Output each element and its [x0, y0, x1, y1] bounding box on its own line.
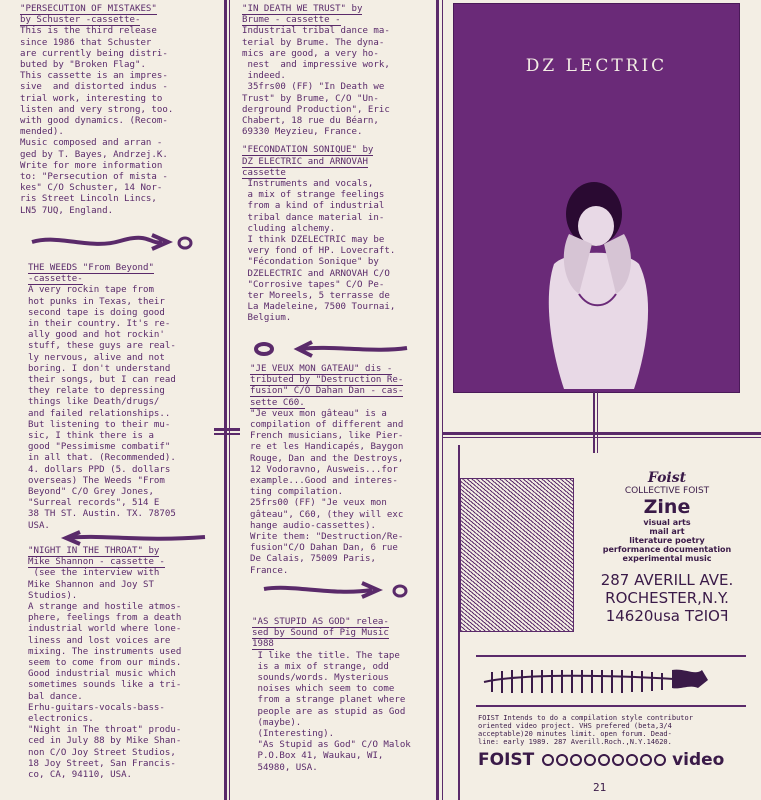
foist-video-banner: [478, 750, 724, 770]
review-body: Industrial tribal dance ma- terial by Brume. The dyna- mics are good, a very ho- nest and impressive work, indeed. 35frs00 (FF) "In Death we Trust" by Brume, C/O "Un- derground Production", Eric Chabert, 18 rue du Béarn, 69330 Meyzieu, France.: [242, 26, 390, 138]
foist-line: performance documentation: [602, 545, 732, 554]
review-byline: fusion" C/O Dahan Dan - cas-: [250, 386, 404, 397]
cross-bar: [214, 428, 240, 431]
review-byline: DZ ELECTRIC and ARNOVAH: [242, 156, 368, 167]
review-title: "IN DEATH WE TRUST" by: [242, 4, 363, 14]
review-byline: by Schuster -cassette-: [20, 15, 141, 26]
foist-video-right: video: [672, 750, 725, 770]
poster-pole: [597, 391, 598, 453]
foist-line: literature poetry: [629, 536, 705, 545]
foist-address: 14620usa: [605, 607, 680, 625]
arrow-right-icon: [262, 580, 412, 602]
review-title: "FECONDATION SONIQUE" by: [242, 145, 374, 156]
foist-logo: Foist: [647, 470, 687, 486]
review-title: "AS STUPID AS GOD" relea-: [252, 617, 389, 627]
review-body: I like the title. The tape is a mix of strange, odd sounds/words. Mysterious noises which seem to come from a strange planet where people are as stupid as God (maybe). (Interesting). "As Stupid as God" C/O Malok P.O.Box 41, Waukau, WI, 54980, USA.: [257, 650, 411, 773]
band-poster: [453, 3, 740, 393]
review-title: THE WEEDS "From Beyond": [28, 263, 154, 273]
horizontal-rule: [443, 432, 761, 435]
column-divider: [229, 0, 230, 800]
horizontal-rule: [443, 437, 761, 438]
poster-title: DZ LECTRIC: [525, 56, 668, 76]
column-middle: [242, 4, 434, 325]
review-body: Instruments and vocals, a mix of strange feelings from a kind of industrial tribal dance material in- cluding alchemy. I think DZELECTRIC may be very fond of HP. Lovecraft. "Fécondation Sonique" by DZELECTRIC and ARNOVAH C/O "Corrosive tapes" C/O Pe- ter Moreels, 5 terrasse de La Madeleine, 7500 Tournai, Belgium.: [247, 179, 396, 324]
column-middle-2: [250, 364, 438, 577]
review-byline: -cassette-: [28, 274, 83, 285]
column-divider: [224, 0, 227, 800]
foist-zine: Zine: [643, 496, 691, 518]
column-divider: [442, 0, 443, 800]
foist-mirror-text: FOIST: [684, 607, 729, 625]
review-title: "PERSECUTION OF MISTAKES": [20, 4, 157, 14]
review-byline: 1988: [252, 639, 274, 650]
film-strip-icon: [540, 752, 666, 768]
column-middle-3: [252, 617, 438, 774]
review-byline: Mike Shannon - cassette -: [28, 557, 165, 568]
review-title: "NIGHT IN THE THROAT" by: [28, 546, 160, 556]
foist-line: experimental music: [622, 554, 712, 563]
foist-address: ROCHESTER,N.Y.: [605, 589, 729, 607]
review-body: A very rockin tape from hot punks in Texas, their second tape is doing good in their country. It's re- ally good and hot rockin' stuff, these guys are real- ly nervous, alive and not boring. I don't understand their songs, but I can read they relate to depressing things like Death/drugs/ and failed relationships.. But listening to their mu- sic, I think there is a good "Pessimisme combatif" in all that. (Recommended). 4. dollars PPD (5. dollars overseas) The Weeds "From Beyond" C/O Grey Jones, "Surreal records", 514 E 38 TH ST. Austin. TX. 78705 USA.: [28, 285, 176, 531]
foist-ad: [460, 470, 755, 640]
page-number: 21: [593, 781, 607, 794]
poster-pole: [593, 391, 595, 453]
horizontal-rule: [476, 655, 746, 657]
review-byline: tributed by "Destruction Re-: [250, 375, 404, 386]
foist-line: visual arts: [643, 518, 691, 527]
review-byline: Brume - cassette -: [242, 15, 341, 26]
hatch-illustration: [460, 478, 574, 632]
review-body: This is the third release since 1986 that Schuster are currently being distri- buted by "Broken Flag". This cassette is an impres- sive and distorted indus - trial work, interesting to listen and very strong, too. with good dynamics. (Recom- mended). Music composed and arran - ged by T. Bayes, Andrzej.K. Write for more information to: "Persecution of mista - kes" C/O Schuster, 14 Nor- ris Street Lincoln Lincs, LN5 7UQ, England.: [20, 26, 174, 216]
review-byline: sed by Sound of Pig Music: [252, 628, 389, 639]
review-body: "Je veux mon gâteau" is a compilation of different and French musicians, like Pier- re et les Handicapés, Baygon Rouge, Dan and the Destroys, 12 Vodoravno, Ausweis...for example...Good and interes- ting compilation. 25frs00 (FF) "Je veux mon gâteau", C60, (they will exc hange audio-cassettes). Write them: "Destruction/Re- fusion"C/O Dahan Dan, 6 rue De Calais, 75009 Paris, France.: [250, 408, 404, 576]
figure-image: [524, 174, 674, 389]
column-left-3: [28, 546, 224, 781]
review-body: (see the interview with Mike Shannon and Joy ST Studios). A strange and hostile atmos- phere, feelings from a death industrial world where lone- liness and lost voices are mixing. The instruments used seem to come from our minds. Good industrial music which sometimes sounds like a tri- bal dance. Erhu-guitars-vocals-bass- electronics. "Night in The throat" produ- ced in July 88 by Mike Shan- non C/O Joy Street Studios, 18 Joy Street, San Francis- co, CA, 94110, USA.: [28, 568, 182, 781]
foist-address: 287 AVERILL AVE.: [600, 571, 734, 589]
foist-text: [582, 470, 752, 625]
arrow-right-icon: [30, 232, 195, 254]
column-left-2: [28, 263, 224, 532]
column-left: [20, 4, 216, 217]
spine-illustration: [480, 660, 720, 702]
foist-footer-note: FOIST Intends to do a compilation style contributor oriented video project. VHS prefered (beta,3/4 acceptable)20 minutes limit. open forum. Dead- line: early 1989. 287 Averill.Roch.,N.Y.14620.: [478, 714, 693, 746]
review-byline: cassette: [242, 167, 286, 178]
arrow-left-icon: [252, 338, 412, 360]
horizontal-rule: [476, 705, 746, 707]
foist-line: mail art: [649, 527, 685, 536]
review-byline: sette C60.: [250, 397, 305, 408]
cross-bar: [214, 433, 240, 435]
arrow-left-icon: [60, 526, 210, 548]
foist-collective: COLLECTIVE FOIST: [624, 486, 710, 496]
foist-video-left: FOIST: [478, 750, 535, 770]
review-title: "JE VEUX MON GATEAU" dis -: [250, 364, 393, 374]
